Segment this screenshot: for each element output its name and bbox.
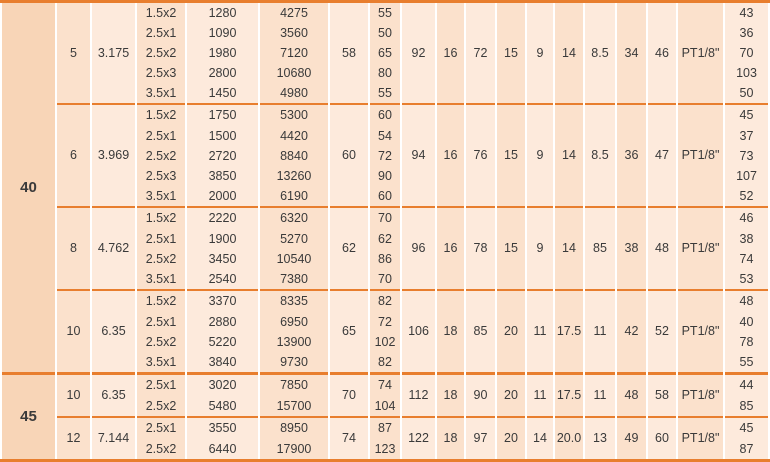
size-spec-cell: 2.5x1 (137, 229, 185, 249)
dim-cell: 11 (585, 372, 615, 416)
size-spec-cell: 2.5x3 (137, 63, 185, 83)
dim-cell: 60 (330, 103, 368, 206)
dim-cell: 62 (330, 206, 368, 289)
weight-value-cell: 36 (725, 23, 768, 43)
load-value-cell: 5220 (187, 332, 258, 352)
dim-cell: 85 (466, 289, 495, 372)
weight-value-cell: 48 (725, 289, 768, 312)
height-value-cell: 80 (370, 63, 400, 83)
load-value-cell: 6440 (187, 439, 258, 459)
weight-value-cell: 45 (725, 103, 768, 126)
load-value-cell: 4275 (260, 3, 328, 23)
size-spec-cell: 1.5x2 (137, 103, 185, 126)
weight-value-cell: 40 (725, 312, 768, 332)
height-value-cell: 72 (370, 312, 400, 332)
dim-cell: 9 (527, 3, 553, 103)
dim-cell: 85 (585, 206, 615, 289)
teeth-count-cell: 10 (57, 289, 90, 372)
height-value-cell: 70 (370, 269, 400, 289)
size-spec-cell: 2.5x2 (137, 396, 185, 416)
weight-value-cell: 38 (725, 229, 768, 249)
dim-cell: 58 (330, 3, 368, 103)
height-value-cell: 123 (370, 439, 400, 459)
dim-cell: 38 (617, 206, 646, 289)
load-value-cell: 8335 (260, 289, 328, 312)
dim-cell: 8.5 (585, 103, 615, 206)
height-value-cell: 62 (370, 229, 400, 249)
size-spec-cell: 2.5x1 (137, 312, 185, 332)
dim-cell: 17.5 (555, 289, 583, 372)
load-value-cell: 3840 (187, 352, 258, 372)
size-spec-cell: 2.5x1 (137, 23, 185, 43)
height-value-cell: 102 (370, 332, 400, 352)
load-value-cell: 13900 (260, 332, 328, 352)
dim-cell: 11 (527, 289, 553, 372)
weight-value-cell: 44 (725, 372, 768, 396)
dim-cell: 18 (437, 416, 464, 459)
load-value-cell: 6190 (260, 186, 328, 206)
dim-cell: 48 (648, 206, 676, 289)
dim-cell: 11 (585, 289, 615, 372)
module-cell: 6.35 (92, 289, 135, 372)
teeth-count-cell: 5 (57, 3, 90, 103)
weight-value-cell: 85 (725, 396, 768, 416)
load-value-cell: 10540 (260, 249, 328, 269)
dim-cell: 46 (648, 3, 676, 103)
dim-cell: 42 (617, 289, 646, 372)
size-spec-cell: 3.5x1 (137, 269, 185, 289)
dim-cell: 94 (402, 103, 435, 206)
dim-cell: 34 (617, 3, 646, 103)
module-cell: 7.144 (92, 416, 135, 459)
load-value-cell: 4420 (260, 126, 328, 146)
load-value-cell: 5270 (260, 229, 328, 249)
dim-cell: 13 (585, 416, 615, 459)
height-value-cell: 86 (370, 249, 400, 269)
weight-value-cell: 87 (725, 439, 768, 459)
load-value-cell: 1280 (187, 3, 258, 23)
height-value-cell: 82 (370, 352, 400, 372)
dim-cell: 14 (527, 416, 553, 459)
load-value-cell: 2000 (187, 186, 258, 206)
load-value-cell: 17900 (260, 439, 328, 459)
height-value-cell: 60 (370, 186, 400, 206)
height-value-cell: 90 (370, 166, 400, 186)
dim-cell: 11 (527, 372, 553, 416)
pressure-port-cell: PT1/8" (678, 206, 723, 289)
load-value-cell: 10680 (260, 63, 328, 83)
load-value-cell: 7120 (260, 43, 328, 63)
size-spec-cell: 2.5x2 (137, 146, 185, 166)
weight-value-cell: 55 (725, 352, 768, 372)
dim-cell: 14 (555, 103, 583, 206)
dim-cell: 9 (527, 206, 553, 289)
size-spec-cell: 2.5x2 (137, 332, 185, 352)
load-value-cell: 3370 (187, 289, 258, 312)
dim-cell: 78 (466, 206, 495, 289)
height-value-cell: 74 (370, 372, 400, 396)
dim-cell: 92 (402, 3, 435, 103)
dim-cell: 14 (555, 3, 583, 103)
dim-cell: 15 (497, 103, 525, 206)
weight-value-cell: 50 (725, 83, 768, 103)
module-cell: 6.35 (92, 372, 135, 416)
weight-value-cell: 45 (725, 416, 768, 439)
load-value-cell: 2880 (187, 312, 258, 332)
load-value-cell: 3560 (260, 23, 328, 43)
module-cell: 3.969 (92, 103, 135, 206)
size-spec-cell: 2.5x1 (137, 372, 185, 396)
dim-cell: 47 (648, 103, 676, 206)
size-spec-cell: 2.5x2 (137, 439, 185, 459)
dim-cell: 16 (437, 206, 464, 289)
section-label-cell: 45 (2, 372, 55, 459)
size-spec-cell: 1.5x2 (137, 289, 185, 312)
load-value-cell: 3550 (187, 416, 258, 439)
weight-value-cell: 70 (725, 43, 768, 63)
load-value-cell: 5300 (260, 103, 328, 126)
weight-value-cell: 74 (725, 249, 768, 269)
size-spec-cell: 1.5x2 (137, 206, 185, 229)
weight-value-cell: 46 (725, 206, 768, 229)
module-cell: 4.762 (92, 206, 135, 289)
size-spec-cell: 2.5x1 (137, 126, 185, 146)
load-value-cell: 8840 (260, 146, 328, 166)
dim-cell: 17.5 (555, 372, 583, 416)
load-value-cell: 4980 (260, 83, 328, 103)
height-value-cell: 65 (370, 43, 400, 63)
pressure-port-cell: PT1/8" (678, 289, 723, 372)
load-value-cell: 7850 (260, 372, 328, 396)
load-value-cell: 5480 (187, 396, 258, 416)
load-value-cell: 1090 (187, 23, 258, 43)
dim-cell: 20 (497, 416, 525, 459)
height-value-cell: 60 (370, 103, 400, 126)
dim-cell: 52 (648, 289, 676, 372)
dim-cell: 49 (617, 416, 646, 459)
height-value-cell: 54 (370, 126, 400, 146)
load-value-cell: 2800 (187, 63, 258, 83)
dim-cell: 14 (555, 206, 583, 289)
load-value-cell: 1750 (187, 103, 258, 126)
weight-value-cell: 53 (725, 269, 768, 289)
weight-value-cell: 73 (725, 146, 768, 166)
dim-cell: 74 (330, 416, 368, 459)
dim-cell: 20 (497, 372, 525, 416)
load-value-cell: 3450 (187, 249, 258, 269)
load-value-cell: 1450 (187, 83, 258, 103)
dim-cell: 8.5 (585, 3, 615, 103)
load-value-cell: 3850 (187, 166, 258, 186)
size-spec-cell: 3.5x1 (137, 186, 185, 206)
height-value-cell: 50 (370, 23, 400, 43)
dim-cell: 20.0 (555, 416, 583, 459)
load-value-cell: 1500 (187, 126, 258, 146)
dim-cell: 18 (437, 372, 464, 416)
dim-cell: 15 (497, 3, 525, 103)
height-value-cell: 82 (370, 289, 400, 312)
gear-spec-table (0, 3, 770, 459)
size-spec-cell: 2.5x1 (137, 416, 185, 439)
pressure-port-cell: PT1/8" (678, 103, 723, 206)
pressure-port-cell: PT1/8" (678, 372, 723, 416)
load-value-cell: 9730 (260, 352, 328, 372)
dim-cell: 9 (527, 103, 553, 206)
weight-value-cell: 103 (725, 63, 768, 83)
load-value-cell: 2540 (187, 269, 258, 289)
dim-cell: 122 (402, 416, 435, 459)
height-value-cell: 72 (370, 146, 400, 166)
teeth-count-cell: 8 (57, 206, 90, 289)
load-value-cell: 6950 (260, 312, 328, 332)
size-spec-cell: 3.5x1 (137, 83, 185, 103)
load-value-cell: 8950 (260, 416, 328, 439)
dim-cell: 112 (402, 372, 435, 416)
dim-cell: 15 (497, 206, 525, 289)
dim-cell: 48 (617, 372, 646, 416)
dim-cell: 20 (497, 289, 525, 372)
weight-value-cell: 52 (725, 186, 768, 206)
height-value-cell: 55 (370, 83, 400, 103)
dim-cell: 106 (402, 289, 435, 372)
dim-cell: 16 (437, 3, 464, 103)
dim-cell: 60 (648, 416, 676, 459)
load-value-cell: 3020 (187, 372, 258, 396)
load-value-cell: 2720 (187, 146, 258, 166)
dim-cell: 76 (466, 103, 495, 206)
size-spec-cell: 2.5x3 (137, 166, 185, 186)
dim-cell: 97 (466, 416, 495, 459)
pressure-port-cell: PT1/8" (678, 3, 723, 103)
load-value-cell: 15700 (260, 396, 328, 416)
teeth-count-cell: 10 (57, 372, 90, 416)
weight-value-cell: 43 (725, 3, 768, 23)
dim-cell: 96 (402, 206, 435, 289)
height-value-cell: 104 (370, 396, 400, 416)
height-value-cell: 70 (370, 206, 400, 229)
dim-cell: 72 (466, 3, 495, 103)
dim-cell: 70 (330, 372, 368, 416)
load-value-cell: 1980 (187, 43, 258, 63)
size-spec-cell: 2.5x2 (137, 43, 185, 63)
teeth-count-cell: 12 (57, 416, 90, 459)
dim-cell: 90 (466, 372, 495, 416)
weight-value-cell: 107 (725, 166, 768, 186)
module-cell: 3.175 (92, 3, 135, 103)
height-value-cell: 87 (370, 416, 400, 439)
load-value-cell: 1900 (187, 229, 258, 249)
teeth-count-cell: 6 (57, 103, 90, 206)
size-spec-cell: 1.5x2 (137, 3, 185, 23)
dim-cell: 18 (437, 289, 464, 372)
pressure-port-cell: PT1/8" (678, 416, 723, 459)
size-spec-cell: 2.5x2 (137, 249, 185, 269)
load-value-cell: 2220 (187, 206, 258, 229)
weight-value-cell: 78 (725, 332, 768, 352)
weight-value-cell: 37 (725, 126, 768, 146)
dim-cell: 58 (648, 372, 676, 416)
height-value-cell: 55 (370, 3, 400, 23)
load-value-cell: 13260 (260, 166, 328, 186)
load-value-cell: 7380 (260, 269, 328, 289)
size-spec-cell: 3.5x1 (137, 352, 185, 372)
dim-cell: 16 (437, 103, 464, 206)
section-label-cell: 40 (2, 3, 55, 372)
load-value-cell: 6320 (260, 206, 328, 229)
dim-cell: 65 (330, 289, 368, 372)
dim-cell: 36 (617, 103, 646, 206)
